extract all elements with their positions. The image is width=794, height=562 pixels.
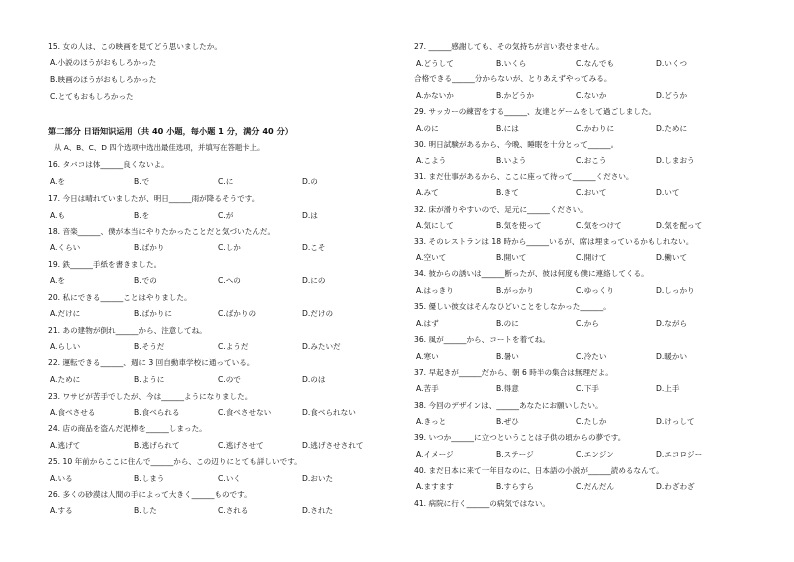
choices-18	[50, 244, 400, 252]
choice-a: A.みて	[416, 188, 439, 197]
option-15a: A.小説のほうがおもしろかった	[50, 58, 157, 67]
choice-b: B.気を使って	[496, 221, 542, 230]
choice-c: C.逃げさせて	[218, 441, 264, 450]
choices-38	[416, 418, 754, 426]
choice-d: D.エコロジー	[656, 450, 703, 459]
choice-c: C.かわりに	[576, 124, 615, 133]
choice-a: A.を	[50, 276, 66, 285]
option-15c: C.とてもおもしろかった	[50, 92, 134, 101]
choice-c: C.なんでも	[576, 59, 615, 68]
question-31: 31. まだ仕事があるから、ここに座って待って______ください。	[414, 172, 634, 181]
choice-b: B.すらすら	[496, 482, 534, 491]
choice-b: B.ステージ	[496, 450, 534, 459]
choice-b: B.には	[496, 124, 519, 133]
choice-d: D.ために	[656, 124, 688, 133]
choice-b: B.しまう	[134, 474, 165, 483]
choice-c: C.への	[218, 276, 241, 285]
choice-a: A.ますます	[416, 482, 454, 491]
choice-c: C.エンジン	[576, 450, 614, 459]
choice-a: A.どうして	[416, 59, 454, 68]
choice-c: C.ゆっくり	[576, 286, 615, 295]
choice-c: C.ばかりの	[218, 309, 257, 318]
question-20: 20. 私にできる______ことはやりました。	[48, 293, 192, 302]
choice-d: D.にの	[302, 276, 326, 285]
question-37: 37. 早起きが______だから、朝 6 時半の集合は無理だよ。	[414, 368, 613, 377]
choices-23	[50, 409, 400, 417]
choices-19	[50, 277, 400, 285]
choice-c: C.ようだ	[218, 342, 249, 351]
choices-35	[416, 320, 754, 328]
choice-c: C.おいて	[576, 188, 607, 197]
question-16: 16. タバコは体______良くないよ。	[48, 160, 169, 169]
question-22: 22. 運転できる______、週に 3 回自動車学校に通っている。	[48, 358, 255, 367]
choice-d: D.だけの	[302, 309, 334, 318]
choices-16	[50, 178, 400, 186]
choice-d: D.わざわざ	[656, 482, 695, 491]
choice-b: B.での	[134, 276, 157, 285]
choices-31	[416, 189, 754, 197]
choice-a: A.する	[50, 506, 73, 515]
choice-b: B.で	[134, 177, 150, 186]
question-41: 41. 病院に行く______の病気ではない。	[414, 499, 550, 508]
question-38: 38. 今回のデザインは、______あなたにお願いしたい。	[414, 401, 603, 410]
choice-b: B.ように	[134, 375, 165, 384]
choice-a: A.食べさせる	[50, 408, 96, 417]
choice-b: B.ばかりに	[134, 309, 172, 318]
question-29: 29. サッカーの練習をする______、友達とゲームをして過ごしました。	[414, 107, 657, 116]
question-26: 26. 多くの砂漠は人間の手によって大きく______ものです。	[48, 490, 252, 499]
question-36: 36. 風が______から、コートを着てね。	[414, 335, 550, 344]
question-15: 15. 女の人は、この映画を見てどう思いましたか。	[48, 42, 222, 51]
choices-40	[416, 483, 754, 491]
choices-28	[416, 92, 754, 100]
choices-32	[416, 222, 754, 230]
right-column	[414, 0, 754, 562]
choice-a: A.のに	[416, 124, 439, 133]
choice-a: A.苦手	[416, 384, 439, 393]
choice-c: C.しか	[218, 243, 241, 252]
choice-b: B.逃げられて	[134, 441, 180, 450]
choice-a: A.逃げて	[50, 441, 81, 450]
question-23: 23. ワサビが苦手でしたが、今は______ようになりました。	[48, 392, 253, 401]
choices-22	[50, 376, 400, 384]
choice-d: D.暖かい	[656, 352, 688, 361]
choice-c: C.が	[218, 211, 234, 220]
choice-b: B.かどうか	[496, 91, 534, 100]
choices-37	[416, 385, 754, 393]
option-15b: B.映画のほうがおもしろかった	[50, 75, 157, 84]
choice-a: A.はず	[416, 319, 439, 328]
question-27: 27. ______感謝しても、その気持ちが言い表せません。	[414, 42, 604, 51]
choice-a: A.イメージ	[416, 450, 454, 459]
question-21: 21. あの建物が倒れ______から、注意してね。	[48, 326, 207, 335]
choices-33	[416, 254, 754, 262]
choice-a: A.も	[50, 211, 66, 220]
choice-b: B.のに	[496, 319, 519, 328]
choice-b: B.いよう	[496, 156, 527, 165]
choice-a: A.はっきり	[416, 286, 454, 295]
choice-d: D.の	[302, 177, 318, 186]
choice-d: D.どうか	[656, 91, 688, 100]
question-17: 17. 今日は晴れていましたが、明日______雨が降るそうです。	[48, 194, 260, 203]
choices-20	[50, 310, 400, 318]
choice-c: C.下手	[576, 384, 599, 393]
choice-c: C.いく	[218, 474, 241, 483]
choices-34	[416, 287, 754, 295]
choice-c: C.から	[576, 319, 599, 328]
choice-a: A.気にして	[416, 221, 454, 230]
question-30: 30. 明日試験があるから、今晩、睡眠を十分とって______。	[414, 140, 619, 149]
choice-a: A.を	[50, 177, 66, 186]
choice-a: A.いる	[50, 474, 73, 483]
choice-d: D.みたいだ	[302, 342, 341, 351]
choice-c: C.冷たい	[576, 352, 607, 361]
choice-d: D.いて	[656, 188, 680, 197]
choice-d: D.働いて	[656, 253, 688, 262]
choice-a: A.かないか	[416, 91, 454, 100]
choice-c: C.ないか	[576, 91, 607, 100]
choice-d: D.気を配って	[656, 221, 703, 230]
question-18: 18. 音楽______、僕が本当にやりたかったことだと気づいたんだ。	[48, 227, 276, 236]
choice-a: A.きっと	[416, 417, 447, 426]
question-19: 19. 鉄______手紙を書きました。	[48, 260, 162, 269]
choices-39	[416, 451, 754, 459]
choice-a: A.だけに	[50, 309, 81, 318]
choice-d: D.しまおう	[656, 156, 695, 165]
choice-b: B.そうだ	[134, 342, 165, 351]
choice-b: B.を	[134, 211, 150, 220]
choice-c: C.開けて	[576, 253, 607, 262]
choice-b: B.きて	[496, 188, 519, 197]
choice-d: D.いくつ	[656, 59, 688, 68]
question-25: 25. 10 年前からここに住んで______から、この辺りにとても詳しいです。	[48, 457, 302, 466]
question-32: 32. 床が滑りやすいので、足元に______ください。	[414, 205, 588, 214]
choice-c: C.たしか	[576, 417, 607, 426]
choices-25	[50, 475, 400, 483]
question-35: 35. 優しい彼女はそんなひどいことをしなかった______。	[414, 302, 611, 311]
choice-b: B.いくら	[496, 59, 527, 68]
choice-c: C.おこう	[576, 156, 607, 165]
choice-b: B.食べられる	[134, 408, 180, 417]
left-column	[48, 0, 400, 562]
choice-d: D.のは	[302, 375, 326, 384]
choice-d: D.逃げさせされて	[302, 441, 364, 450]
choice-c: C.食べさせない	[218, 408, 272, 417]
choice-d: D.こそ	[302, 243, 326, 252]
choice-b: B.暑い	[496, 352, 519, 361]
question-40: 40. まだ日本に来て一年目なのに、日本語の小説が______読めるなんて。	[414, 466, 664, 475]
choice-d: D.上手	[656, 384, 680, 393]
choice-b: B.がっかり	[496, 286, 534, 295]
choice-d: D.おいた	[302, 474, 334, 483]
choice-b: B.ぜひ	[496, 417, 519, 426]
section-instruction: 从 A、B、C、D 四个选项中选出最佳选项，并填写在答题卡上。	[54, 143, 265, 152]
question-39: 39. いつか______に立つということは子供の頃からの夢です。	[414, 433, 626, 442]
question-24: 24. 店の商品を盗んだ泥棒を______しまった。	[48, 424, 207, 433]
choices-24	[50, 442, 400, 450]
choice-d: D.けっして	[656, 417, 695, 426]
question-34: 34. 彼からの誘いは______断ったが、彼は何度も僕に連絡してくる。	[414, 269, 649, 278]
choices-36	[416, 353, 754, 361]
choice-c: C.ので	[218, 375, 241, 384]
choice-d: D.された	[302, 506, 334, 515]
choice-a: A.くらい	[50, 243, 81, 252]
choice-d: D.しっかり	[656, 286, 695, 295]
choices-27	[416, 60, 754, 68]
choice-a: A.ために	[50, 375, 81, 384]
choices-21	[50, 343, 400, 351]
choice-b: B.得意	[496, 384, 519, 393]
choices-17	[50, 212, 400, 220]
choice-b: B.ばかり	[134, 243, 165, 252]
choices-29	[416, 125, 754, 133]
choices-26	[50, 507, 400, 515]
choice-d: D.ながら	[656, 319, 688, 328]
choice-d: D.は	[302, 211, 318, 220]
choice-c: C.気をつけて	[576, 221, 622, 230]
question-28: 合格できる______分からないが、とりあえずやってみる。	[414, 74, 612, 83]
question-33: 33. そのレストランは 18 時から______いるが、席は埋まっているかもしれない。	[414, 237, 694, 246]
choice-b: B.開いて	[496, 253, 527, 262]
choices-30	[416, 157, 754, 165]
section-title: 第二部分 日语知识运用（共 40 小题，每小题 1 分，满分 40 分）	[48, 126, 293, 136]
choice-a: A.らしい	[50, 342, 81, 351]
choice-a: A.空いて	[416, 253, 447, 262]
choice-c: C.に	[218, 177, 234, 186]
choice-c: C.される	[218, 506, 249, 515]
choice-d: D.食べられない	[302, 408, 356, 417]
choice-a: A.こよう	[416, 156, 447, 165]
choice-b: B.した	[134, 506, 157, 515]
choice-a: A.寒い	[416, 352, 439, 361]
choice-c: C.だんだん	[576, 482, 615, 491]
